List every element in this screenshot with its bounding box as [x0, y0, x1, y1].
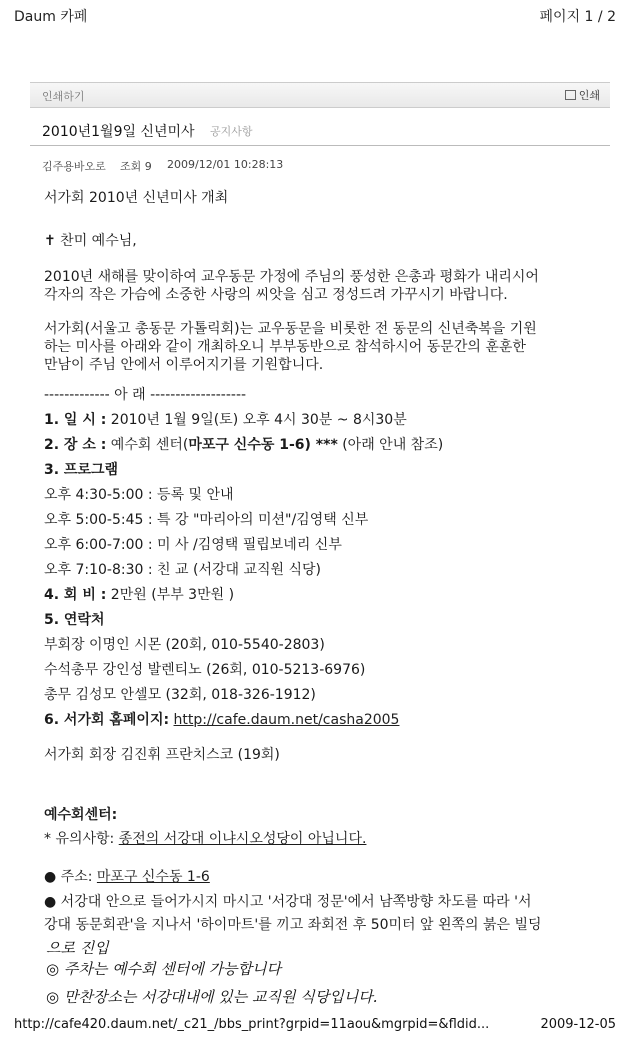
contact-item: 부회장 이명인 시몬 (20회, 010-5540-2803): [44, 637, 325, 653]
paragraph-line: 하는 미사를 아래와 같이 개최하오니 부부동반으로 참석하시어 동문간의 훈훈한: [44, 339, 526, 355]
homepage: 6. 서가회 홈페이지: http://cafe.daum.net/casha2005: [44, 712, 400, 728]
notice: * 유의사항: 종전의 서강대 이냐시오성당이 아닙니다.: [44, 831, 367, 847]
directions-line: 강대 동문회관'을 지나서 '하이마트'를 끼고 좌회전 후 50미터 앞 왼쪽의 붉은 빌딩: [44, 917, 542, 933]
handwritten-note: ◎ 주차는 예수회 센터에 가능합니다: [46, 960, 282, 978]
post-author[interactable]: 김주용바오로: [42, 160, 106, 173]
greeting: ✝ 찬미 예수님,: [44, 233, 137, 249]
fee: 4. 회 비 : 2만원 (부부 3만원 ): [44, 587, 235, 603]
program-item: 오후 7:10-8:30 : 친 교 (서강대 교직원 식당): [44, 562, 322, 578]
print-link[interactable]: 인쇄하기: [42, 90, 85, 103]
paragraph-line: 만남이 주님 안에서 이루어지기를 기원합니다.: [44, 357, 324, 373]
program-item: 오후 5:00-5:45 : 특 강 "마리아의 미션"/김영택 신부: [44, 512, 369, 528]
center-heading: 예수회센터:: [44, 807, 118, 823]
contact-heading: 5. 연락처: [44, 612, 105, 628]
post-views: 조회 9: [120, 160, 152, 173]
category-tag[interactable]: 공지사항: [210, 125, 253, 138]
contact-item: 수석총무 강인성 발렌티노 (26회, 010-5213-6976): [44, 662, 366, 678]
print-button[interactable]: 인쇄: [565, 87, 600, 103]
post-datetime: 2009/12/01 10:28:13: [167, 158, 284, 171]
signature: 서가회 회장 김진휘 프란치스코 (19회): [44, 747, 280, 763]
contact-item: 총무 김성모 안셀모 (32회, 018-326-1912): [44, 687, 316, 703]
event-date: 1. 일 시 : 2010년 1월 9일(토) 오후 4시 30분 ~ 8시30분: [44, 412, 407, 428]
post-title: 2010년1월9일 신년미사: [42, 124, 195, 140]
homepage-link[interactable]: http://cafe.daum.net/casha2005: [173, 712, 400, 728]
paragraph-line: 2010년 새해를 맞이하여 교우동문 가정에 주님의 풍성한 은총과 평화가 내리시어: [44, 269, 539, 285]
title-divider: [30, 145, 610, 146]
program-item: 오후 4:30-5:00 : 등록 및 안내: [44, 487, 234, 503]
handwritten-note: 으로 진입: [46, 939, 109, 957]
program-item: 오후 6:00-7:00 : 미 사 /김영택 필립보네리 신부: [44, 537, 342, 553]
address: ● 주소: 마포구 신수동 1-6: [44, 869, 210, 885]
directions-line: ● 서강대 안으로 들어가시지 마시고 '서강대 정문'에서 남쪽방향 차도를 따라 '서: [44, 894, 532, 910]
site-brand: Daum 카페: [14, 9, 88, 25]
handwritten-note: ◎ 만찬장소는 서강대내에 있는 교직원 식당입니다.: [46, 988, 378, 1006]
page-indicator: 페이지 1 / 2: [539, 9, 616, 25]
post-heading: 서가회 2010년 신년미사 개최: [44, 190, 229, 206]
printer-icon: [565, 90, 576, 100]
program-heading: 3. 프로그램: [44, 462, 119, 478]
paragraph-line: 각자의 작은 가슴에 소중한 사랑의 씨앗을 심고 정성드려 가꾸시기 바랍니다.: [44, 287, 508, 303]
print-toolbar: [30, 82, 610, 108]
footer-date: 2009-12-05: [540, 1017, 616, 1032]
footer-url: http://cafe420.daum.net/_c21_/bbs_print?grpid=11aou&mgrpid=&fldid...: [14, 1017, 490, 1032]
paragraph-line: 서가회(서울고 총동문 가톨릭회)는 교우동문을 비롯한 전 동문의 신년축복을 기원: [44, 321, 537, 337]
section-separator: ------------- 아 래 -------------------: [44, 387, 247, 403]
event-place: 2. 장 소 : 예수회 센터(마포구 신수동 1-6) *** (아래 안내 참조): [44, 437, 444, 453]
